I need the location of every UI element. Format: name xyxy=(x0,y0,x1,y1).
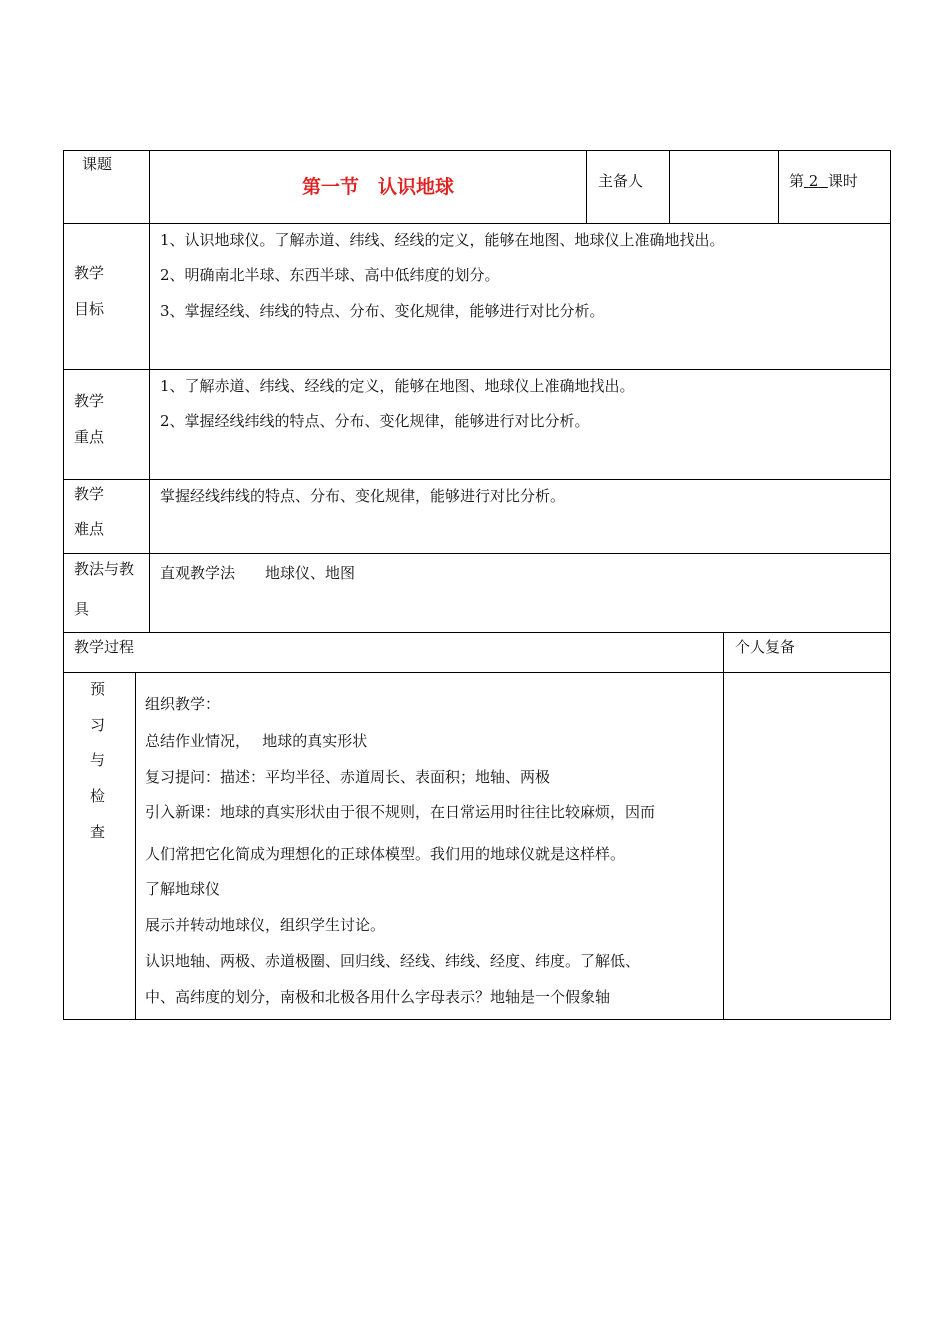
table-border xyxy=(63,479,891,480)
label-topic: 课题 xyxy=(82,155,113,173)
table-border xyxy=(63,150,64,1020)
process-line: 引入新课：地球的真实形状由于很不规则，在日常运用时往往比较麻烦，因而 xyxy=(145,803,656,821)
process-line: 展示并转动地球仪，组织学生讨论。 xyxy=(145,916,386,934)
page-title: 第一节 认识地球 xyxy=(302,176,455,198)
table-border xyxy=(63,369,891,370)
lesson-prefix: 第 xyxy=(789,172,805,190)
table-border xyxy=(135,672,136,1020)
side-char: 检 xyxy=(90,787,106,805)
side-char: 习 xyxy=(90,716,106,734)
table-border xyxy=(669,150,670,224)
label-preparer: 主备人 xyxy=(598,172,644,190)
methods-text: 直观教学法 地球仪、地图 xyxy=(160,564,356,582)
difficulties-text: 掌握经线纬线的特点、分布、变化规律，能够进行对比分析。 xyxy=(160,487,566,505)
process-line: 认识地轴、两极、赤道极圈、回归线、经线、纬线、经度、纬度。了解低、 xyxy=(145,952,641,970)
goals-label-1: 教学 xyxy=(74,264,105,282)
table-border xyxy=(723,632,724,1020)
table-border xyxy=(63,632,891,633)
table-border xyxy=(149,150,150,633)
table-border xyxy=(63,223,891,224)
process-line: 中、高纬度的划分，南极和北极各用什么字母表示？地轴是一个假象轴 xyxy=(145,988,611,1006)
personal-review-label: 个人复备 xyxy=(735,638,796,656)
goal-item: 3、掌握经线、纬线的特点、分布、变化规律，能够进行对比分析。 xyxy=(160,302,605,320)
table-border xyxy=(586,150,587,224)
side-char: 查 xyxy=(90,823,106,841)
goals-label-2: 目标 xyxy=(74,300,105,318)
table-border xyxy=(63,150,891,151)
table-border xyxy=(63,672,891,673)
side-char: 预 xyxy=(90,680,106,698)
methods-label-1: 教法与教 xyxy=(74,560,135,578)
keypoints-label-2: 重点 xyxy=(74,428,105,446)
table-border xyxy=(778,150,779,224)
table-border xyxy=(63,553,891,554)
goal-item: 1、认识地球仪。了解赤道、纬线、经线的定义，能够在地图、地球仪上准确地找出。 xyxy=(160,231,725,249)
process-line: 了解地球仪 xyxy=(145,880,221,898)
keypoint-item: 1、了解赤道、纬线、经线的定义，能够在地图、地球仪上准确地找出。 xyxy=(160,377,635,395)
process-line: 总结作业情况， 地球的真实形状 xyxy=(145,732,368,750)
lesson-number: 2 xyxy=(808,172,819,190)
process-line: 复习提问：描述：平均半径、赤道周长、表面积；地轴、两极 xyxy=(145,768,551,786)
process-line: 组织教学： xyxy=(145,695,221,713)
process-line: 人们常把它化简成为理想化的正球体模型。我们用的地球仪就是这样样。 xyxy=(145,845,626,863)
side-char: 与 xyxy=(90,751,106,769)
keypoint-item: 2、掌握经线纬线的特点、分布、变化规律，能够进行对比分析。 xyxy=(160,412,590,430)
lesson-suffix: 课时 xyxy=(827,172,858,190)
table-border xyxy=(63,1019,891,1020)
methods-label-2: 具 xyxy=(74,600,90,618)
keypoints-label-1: 教学 xyxy=(74,392,105,410)
lesson-count xyxy=(789,172,858,190)
difficulties-label-2: 难点 xyxy=(74,520,105,538)
process-label: 教学过程 xyxy=(74,638,135,656)
difficulties-label-1: 教学 xyxy=(74,485,105,503)
goal-item: 2、明确南北半球、东西半球、高中低纬度的划分。 xyxy=(160,266,500,284)
table-border xyxy=(890,150,891,1020)
